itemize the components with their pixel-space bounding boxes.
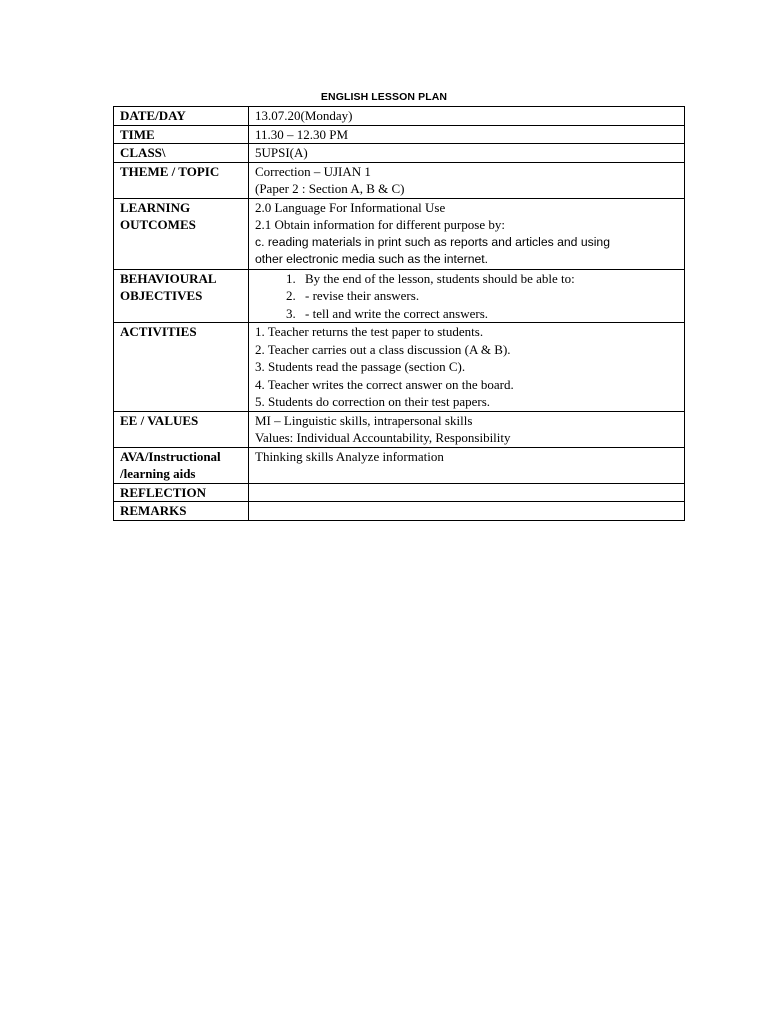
table-row-time xyxy=(114,125,685,144)
row-label-time: TIME xyxy=(114,125,249,144)
row-value-values xyxy=(249,411,685,447)
table-row-class xyxy=(114,144,685,163)
activity-line: 5. Students do correction on their test papers. xyxy=(255,394,491,409)
objectives-list xyxy=(255,270,678,323)
activity-line: 3. Students read the passage (section C). xyxy=(255,359,466,374)
row-label-learning-outcomes xyxy=(114,198,249,269)
label-line: OUTCOMES xyxy=(120,217,196,232)
row-value-theme xyxy=(249,162,685,198)
outcome-line: other electronic media such as the internet. xyxy=(255,252,489,266)
row-label-date: DATE/DAY xyxy=(114,107,249,126)
row-label-class: CLASS\ xyxy=(114,144,249,163)
row-label-activities: ACTIVITIES xyxy=(114,323,249,412)
outcome-line: 2.1 Obtain information for different purpose by: xyxy=(255,217,505,232)
table-row-behavioural-objectives xyxy=(114,269,685,323)
outcome-line: 2.0 Language For Informational Use xyxy=(255,199,446,215)
lesson-plan-table xyxy=(113,106,685,521)
row-label-ava xyxy=(114,447,249,483)
row-value-behavioural-objectives xyxy=(249,269,685,323)
row-value-ava: Thinking skills Analyze information xyxy=(249,447,685,483)
table-row-ava xyxy=(114,447,685,483)
table-row-theme xyxy=(114,162,685,198)
label-line: LEARNING xyxy=(120,199,191,215)
outcome-line: c. reading materials in print such as reports and articles and using xyxy=(255,234,610,249)
label-line: AVA/Instructional xyxy=(120,448,221,464)
theme-line: (Paper 2 : Section A, B & C) xyxy=(255,181,405,196)
row-label-reflection: REFLECTION xyxy=(114,483,249,502)
table-row-date xyxy=(114,107,685,126)
activity-line: 2. Teacher carries out a class discussion (A & B). xyxy=(255,341,511,357)
row-value-learning-outcomes xyxy=(249,198,685,269)
values-line: Values: Individual Accountability, Responsibility xyxy=(255,430,511,445)
row-value-activities xyxy=(249,323,685,412)
list-item: 2. - revise their answers. xyxy=(299,287,678,305)
label-line: /learning aids xyxy=(120,466,196,481)
row-label-behavioural-objectives xyxy=(114,269,249,323)
table-row-remarks xyxy=(114,502,685,521)
table-row-values xyxy=(114,411,685,447)
row-label-values: EE / VALUES xyxy=(114,411,249,447)
activity-line: 4. Teacher writes the correct answer on the board. xyxy=(255,376,514,392)
page-title: ENGLISH LESSON PLAN xyxy=(320,91,448,103)
label-line: OBJECTIVES xyxy=(120,288,203,303)
row-label-theme: THEME / TOPIC xyxy=(114,162,249,198)
row-value-time: 11.30 – 12.30 PM xyxy=(249,125,685,144)
values-line: MI – Linguistic skills, intrapersonal skills xyxy=(255,412,473,428)
row-value-remarks xyxy=(249,502,685,521)
activity-line: 1. Teacher returns the test paper to students. xyxy=(255,324,484,339)
row-value-class: 5UPSI(A) xyxy=(249,144,685,163)
theme-line: Correction – UJIAN 1 xyxy=(255,163,371,179)
row-value-reflection xyxy=(249,483,685,502)
table-row-reflection xyxy=(114,483,685,502)
row-label-remarks: REMARKS xyxy=(114,502,249,521)
row-value-date: 13.07.20(Monday) xyxy=(249,107,685,126)
label-line: BEHAVIOURAL xyxy=(120,270,217,286)
list-item: 1. By the end of the lesson, students should be able to: xyxy=(299,270,678,288)
list-item: 3. - tell and write the correct answers. xyxy=(299,305,678,323)
table-row-learning-outcomes xyxy=(114,198,685,269)
table-row-activities xyxy=(114,323,685,412)
